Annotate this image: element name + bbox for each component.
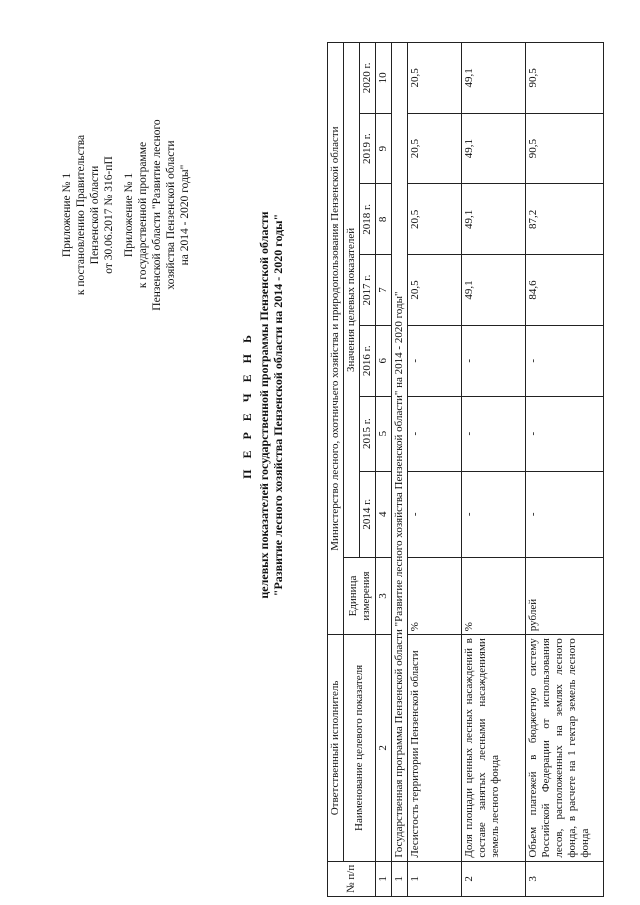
header-year: 2017 г. (360, 255, 376, 326)
table-row (526, 43, 604, 897)
appendix-2-line: на 2014 - 2020 годы" (179, 164, 191, 266)
column-number: 4 (376, 471, 392, 557)
header-indicator-name: Наименование целевого показателя (344, 635, 376, 861)
value-cell: 49,1 (462, 113, 526, 184)
header-year: 2018 г. (360, 184, 376, 255)
appendix-2-line: Пензенской области "Развитие лесного (151, 119, 163, 311)
value-cell: 87,2 (526, 184, 604, 255)
value-cell: - (526, 325, 604, 396)
header-executor-value: Министерство лесного, охотничьего хозяйства и природопользования Пензенской области (328, 43, 344, 635)
value-cell: - (462, 396, 526, 471)
header-values-group: Значения целевых показателей (344, 43, 360, 558)
appendix-1-line: Приложение № 1 (61, 172, 73, 258)
value-cell: - (526, 471, 604, 557)
document-subtitle-line-2: "Развитие лесного хозяйства Пензенской области на 2014 - 2020 годы" (271, 213, 285, 597)
column-number: 2 (376, 635, 392, 861)
value-cell: 20,5 (408, 43, 462, 114)
column-number: 9 (376, 113, 392, 184)
value-cell: 20,5 (408, 184, 462, 255)
value-cell: - (462, 471, 526, 557)
value-cell: 20,5 (408, 113, 462, 184)
row-num: 2 (462, 861, 526, 896)
column-number: 10 (376, 43, 392, 114)
column-number: 6 (376, 325, 392, 396)
column-number: 8 (376, 184, 392, 255)
header-year: 2019 г. (360, 113, 376, 184)
table-header-row (328, 43, 344, 897)
appendix-1-line: от 30.06.2017 № 316-пП (103, 156, 115, 274)
appendix-1-block (60, 110, 116, 320)
header-unit: Единица измерения (344, 557, 376, 634)
header-year: 2016 г. (360, 325, 376, 396)
indicators-table (327, 42, 604, 897)
program-row-text: Государственная программа Пензенской области "Развитие лесного хозяйства Пензенской области" на 2014 - 2020 годы" (392, 43, 408, 862)
row-num: 1 (408, 861, 462, 896)
appendix-2-line: к государственной программе (137, 141, 149, 289)
value-cell: 20,5 (408, 255, 462, 326)
value-cell: 84,6 (526, 255, 604, 326)
column-number: 1 (376, 861, 392, 896)
appendix-1-line: Пензенской области (89, 165, 101, 265)
value-cell: - (408, 396, 462, 471)
appendix-1-line: к постановлению Правительства (75, 134, 87, 296)
table-row (408, 43, 462, 897)
value-cell: - (408, 325, 462, 396)
value-cell: 90,5 (526, 43, 604, 114)
value-cell: 49,1 (462, 184, 526, 255)
header-year: 2015 г. (360, 396, 376, 471)
document-title: П Е Р Е Ч Е Н Ь (240, 331, 254, 479)
value-cell: - (526, 396, 604, 471)
appendix-2-line: Приложение № 1 (123, 172, 135, 258)
row-num: 3 (526, 861, 604, 896)
table-row (462, 43, 526, 897)
header-num: № п/п (328, 861, 376, 896)
header-executor-label: Ответственный исполнитель (328, 635, 344, 861)
value-cell: - (462, 325, 526, 396)
value-cell: 49,1 (462, 43, 526, 114)
value-cell: 90,5 (526, 113, 604, 184)
program-row-num: 1 (392, 861, 408, 896)
indicator-unit: % (408, 557, 462, 634)
value-cell: - (408, 471, 462, 557)
header-year: 2014 г. (360, 471, 376, 557)
table-header-row (344, 43, 360, 897)
column-number: 7 (376, 255, 392, 326)
appendix-2-line: хозяйства Пензенской области (165, 140, 177, 290)
indicator-unit: % (462, 557, 526, 634)
indicator-name: Лесистость территории Пензенской области (408, 635, 462, 861)
column-number: 5 (376, 396, 392, 471)
column-number: 3 (376, 557, 392, 634)
indicator-name: Объем платежей в бюджетную систему Российской Федерации от использования лесов, расположенных на землях лесного фонда, в расчете на 1 гектар земель лесного фонда (526, 635, 604, 861)
indicator-name: Доля площади ценных лесных насаждений в составе занятых лесными насаждениями земель лесного фонда (462, 635, 526, 861)
document-title-block (240, 55, 285, 755)
column-numbers-row (376, 43, 392, 897)
appendix-2-block (122, 85, 192, 345)
document-subtitle-line-1: целевых показателей государственной программы Пензенской области (257, 211, 271, 599)
value-cell: 49,1 (462, 255, 526, 326)
header-year: 2020 г. (360, 43, 376, 114)
indicator-unit: рублей (526, 557, 604, 634)
program-row (392, 43, 408, 897)
